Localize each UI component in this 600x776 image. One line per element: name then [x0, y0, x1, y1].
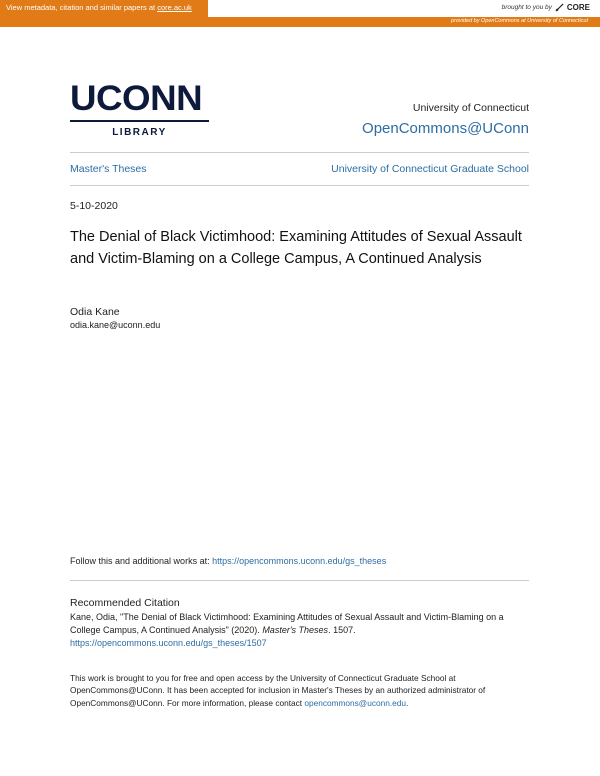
author-email: odia.kane@uconn.edu — [70, 320, 161, 330]
core-provided-text[interactable]: provided by OpenCommons at University of Connecticut — [451, 18, 588, 24]
core-brought-by[interactable] — [502, 3, 590, 12]
core-banner — [0, 0, 600, 27]
follow-line — [70, 556, 386, 566]
contact-email-link[interactable]: opencommons@uconn.edu — [304, 697, 406, 708]
citation-number: . 1507. — [328, 625, 356, 635]
top-divider — [70, 152, 529, 153]
library-logo-text: LIBRARY — [112, 127, 167, 138]
core-url[interactable]: core.ac.uk — [157, 3, 192, 12]
repository-link[interactable]: OpenCommons@UConn — [362, 120, 529, 137]
citation-heading: Recommended Citation — [70, 597, 180, 609]
core-metadata-text: View metadata, citation and similar papers at — [6, 3, 158, 12]
repository-header — [362, 102, 529, 137]
uconn-library-logo[interactable] — [70, 79, 210, 138]
citation-link[interactable]: https://opencommons.uconn.edu/gs_theses/1507 — [70, 638, 267, 648]
core-provided-bar — [0, 17, 600, 27]
core-brought-by-text: brought to you by — [501, 4, 552, 11]
author-name: Odia Kane — [70, 306, 120, 318]
access-notice-end: . — [406, 697, 409, 708]
uconn-logo-text: UCONN — [70, 79, 203, 118]
follow-text: Follow this and additional works at: — [70, 556, 213, 566]
access-notice-text: This work is brought to you for free and open access by the University of Connecticut Graduate School at OpenCommons@UConn. It has been accepted for inclusion in Master's Theses by an authorized administrator of OpenCommons@UConn. For more information, please contact — [70, 673, 486, 708]
citation-series: Master's Theses — [262, 625, 329, 635]
document-title: The Denial of Black Victimhood: Examining Attitudes of Sexual Assault and Victim-Blaming on a College Campus, A Continued Analysis — [70, 229, 522, 267]
core-logo-icon — [555, 3, 564, 12]
citation-divider — [70, 580, 529, 581]
collection-link[interactable]: Master's Theses — [70, 163, 147, 175]
logo-rule — [70, 120, 209, 122]
nav-divider — [70, 185, 529, 186]
core-metadata-link[interactable] — [6, 3, 192, 12]
publication-date: 5-10-2020 — [70, 200, 118, 212]
core-metadata-link-box[interactable] — [0, 0, 208, 17]
access-notice — [70, 672, 540, 709]
citation-text: Kane, Odia, "The Denial of Black Victimhood: Examining Attitudes of Sexual Assault and Victim-Blaming on a College Campus, A Continued Analysis" (2020). — [70, 612, 504, 635]
citation-body — [70, 611, 535, 650]
core-logo: CORE — [566, 3, 590, 12]
follow-link[interactable]: https://opencommons.uconn.edu/gs_theses — [212, 556, 387, 566]
university-name: University of Connecticut — [412, 102, 529, 114]
graduate-school-link[interactable]: University of Connecticut Graduate School — [331, 163, 529, 175]
